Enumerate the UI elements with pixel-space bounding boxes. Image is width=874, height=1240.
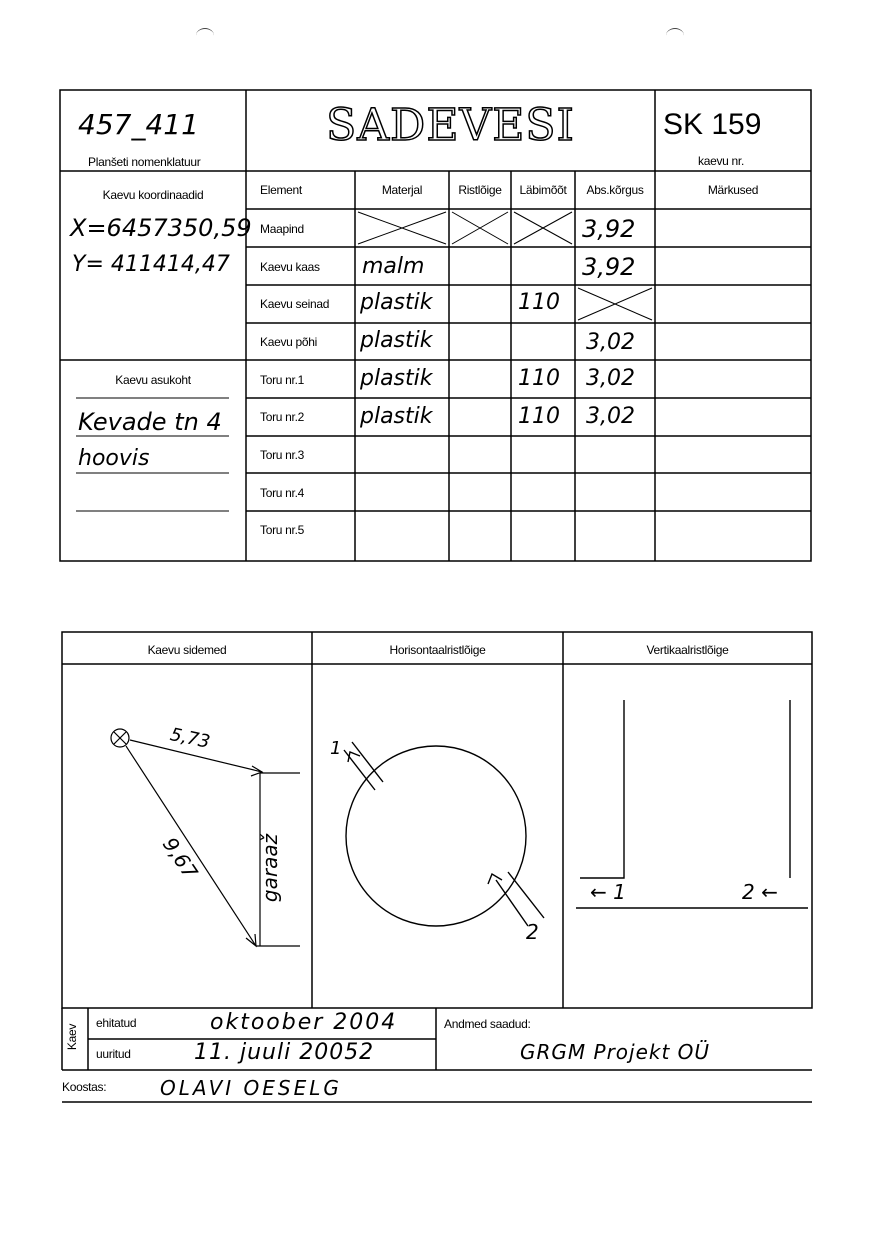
section-connections-label: Kaevu sidemed xyxy=(147,643,227,657)
building-label: garaaž xyxy=(258,833,283,903)
horizontal-section-sketch xyxy=(344,742,544,926)
document-title: SADEVESI xyxy=(326,100,575,151)
row-diameter: 110 xyxy=(518,404,560,429)
location-label: Kaevu asukoht xyxy=(115,373,191,387)
row-element: Toru nr.4 xyxy=(260,486,304,500)
row-diameter: 110 xyxy=(518,290,560,315)
vertical-pipe-2-label: 2 ← xyxy=(742,880,778,904)
section-vertical-label: Vertikaalristlõige xyxy=(646,643,729,657)
distance-2: 9,67 xyxy=(157,832,203,884)
coord-x: X=6457350,59 xyxy=(70,214,252,242)
row-element: Kaevu seinad xyxy=(260,297,330,311)
compiled-value: OLAVI OESELG xyxy=(160,1076,342,1100)
distance-1: 5,73 xyxy=(168,724,212,753)
header-diameter: Läbimõõt xyxy=(519,183,567,197)
location-line1: Kevade tn 4 xyxy=(78,408,222,436)
header-abs-height: Abs.kõrgus xyxy=(586,183,644,197)
built-value: oktoober 2004 xyxy=(210,1010,398,1035)
row-element: Kaevu põhi xyxy=(260,335,318,349)
map-sheet-label: Planšeti nomenklatuur xyxy=(88,155,201,169)
data-source-value: GRGM Projekt OÜ xyxy=(520,1040,711,1064)
section-horizontal-label: Horisontaalristlõige xyxy=(389,643,486,657)
well-side-label: Kaev xyxy=(65,1023,79,1051)
well-table-grid xyxy=(0,0,874,600)
header-cross-section: Ristlõige xyxy=(458,183,502,197)
header-material: Materjal xyxy=(381,183,423,197)
row-material: plastik xyxy=(360,328,433,353)
row-material: malm xyxy=(362,254,425,279)
header-element: Element xyxy=(260,183,302,197)
row-abs-height: 3,02 xyxy=(586,404,635,429)
map-sheet-value: 457_411 xyxy=(78,108,199,141)
row-material: plastik xyxy=(360,290,433,315)
coord-y: Y= 411414,47 xyxy=(72,252,230,277)
data-source-label: Andmed saadud: xyxy=(444,1017,531,1031)
compiled-label: Koostas: xyxy=(62,1080,107,1094)
vertical-pipe-1-label: ← 1 xyxy=(590,880,626,904)
row-material: plastik xyxy=(360,404,433,429)
well-number-label: kaevu nr. xyxy=(698,154,744,168)
row-element: Toru nr.2 xyxy=(260,410,304,424)
vertical-section-sketch xyxy=(576,700,808,908)
built-label: ehitatud xyxy=(96,1016,137,1030)
row-element: Toru nr.5 xyxy=(260,523,304,537)
pipe-2-label: 2 xyxy=(526,920,539,944)
sketch-panel-grid xyxy=(0,600,874,1120)
well-number-value: SK 159 xyxy=(663,108,762,141)
row-abs-height: 3,02 xyxy=(586,366,635,391)
location-line2: hoovis xyxy=(78,446,150,471)
row-diameter: 110 xyxy=(518,366,560,391)
coords-label: Kaevu koordinaadid xyxy=(102,188,204,202)
row-element: Toru nr.3 xyxy=(260,448,304,462)
row-element: Maapind xyxy=(260,222,304,236)
header-notes: Märkused xyxy=(707,183,759,197)
row-abs-height: 3,02 xyxy=(586,330,635,355)
row-abs-height: 3,92 xyxy=(582,253,636,281)
row-element: Toru nr.1 xyxy=(260,373,304,387)
row-element: Kaevu kaas xyxy=(260,260,320,274)
pipe-1-label: 1 xyxy=(330,738,342,759)
row-abs-height: 3,92 xyxy=(582,215,636,243)
surveyed-value: 11. juuli 20052 xyxy=(194,1040,375,1065)
surveyed-label: uuritud xyxy=(96,1047,131,1061)
row-material: plastik xyxy=(360,366,433,391)
